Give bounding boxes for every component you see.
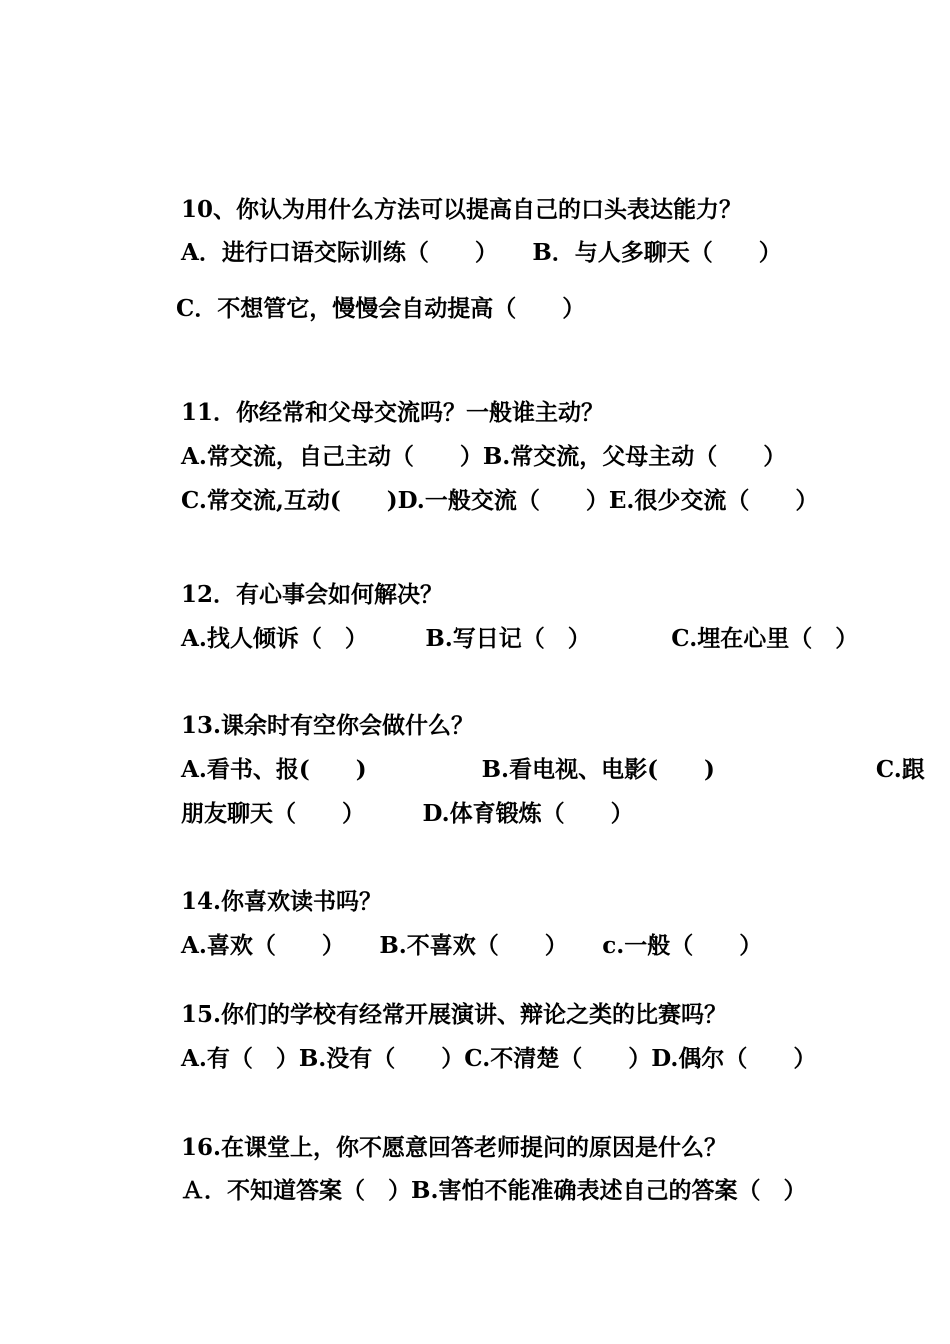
question-13-options-line-1: A.看书、报( ) B.看电视、电影( ) C.跟 (181, 756, 925, 783)
question-16-stem: 16.在课堂上，你不愿意回答老师提问的原因是什么？ (181, 1134, 728, 1161)
question-14-stem: 14.你喜欢读书吗？ (181, 888, 383, 915)
question-11-options-line-1: A.常交流，自己主动（ ）B.常交流，父母主动（ ） (181, 443, 787, 470)
question-12-options-line-1: A.找人倾诉（ ） B.写日记（ ） C.埋在心里（ ） (181, 625, 859, 652)
question-10-options-line-2: C．不想管它，慢慢会自动提高（ ） (176, 295, 586, 322)
question-11-stem: 11．你经常和父母交流吗？一般谁主动？ (181, 399, 605, 426)
question-13-stem: 13.课余时有空你会做什么？ (181, 712, 475, 739)
question-10-options-line-1: A．进行口语交际训练（ ） B．与人多聊天（ ） (181, 239, 782, 266)
question-10-stem: 10、你认为用什么方法可以提高自己的口头表达能力？ (181, 196, 743, 223)
question-14-options-line-1: A.喜欢（ ） B.不喜欢（ ） c.一般（ ） (181, 932, 763, 959)
question-11-options-line-2: C.常交流,互动( )D.一般交流（ ）E.很少交流（ ） (181, 487, 819, 514)
question-15-options-line-1: A.有（ ）B.没有（ ）C.不清楚（ ）D.偶尔（ ） (181, 1045, 817, 1072)
question-15-stem: 15.你们的学校有经常开展演讲、辩论之类的比赛吗？ (181, 1001, 728, 1028)
question-12-stem: 12．有心事会如何解决？ (181, 581, 444, 608)
question-16-options-line-1: Ａ．不知道答案（ ）B.害怕不能准确表述自己的答案（ ） (181, 1177, 807, 1204)
question-13-options-line-2: 朋友聊天（ ） D.体育锻炼（ ） (181, 800, 634, 827)
